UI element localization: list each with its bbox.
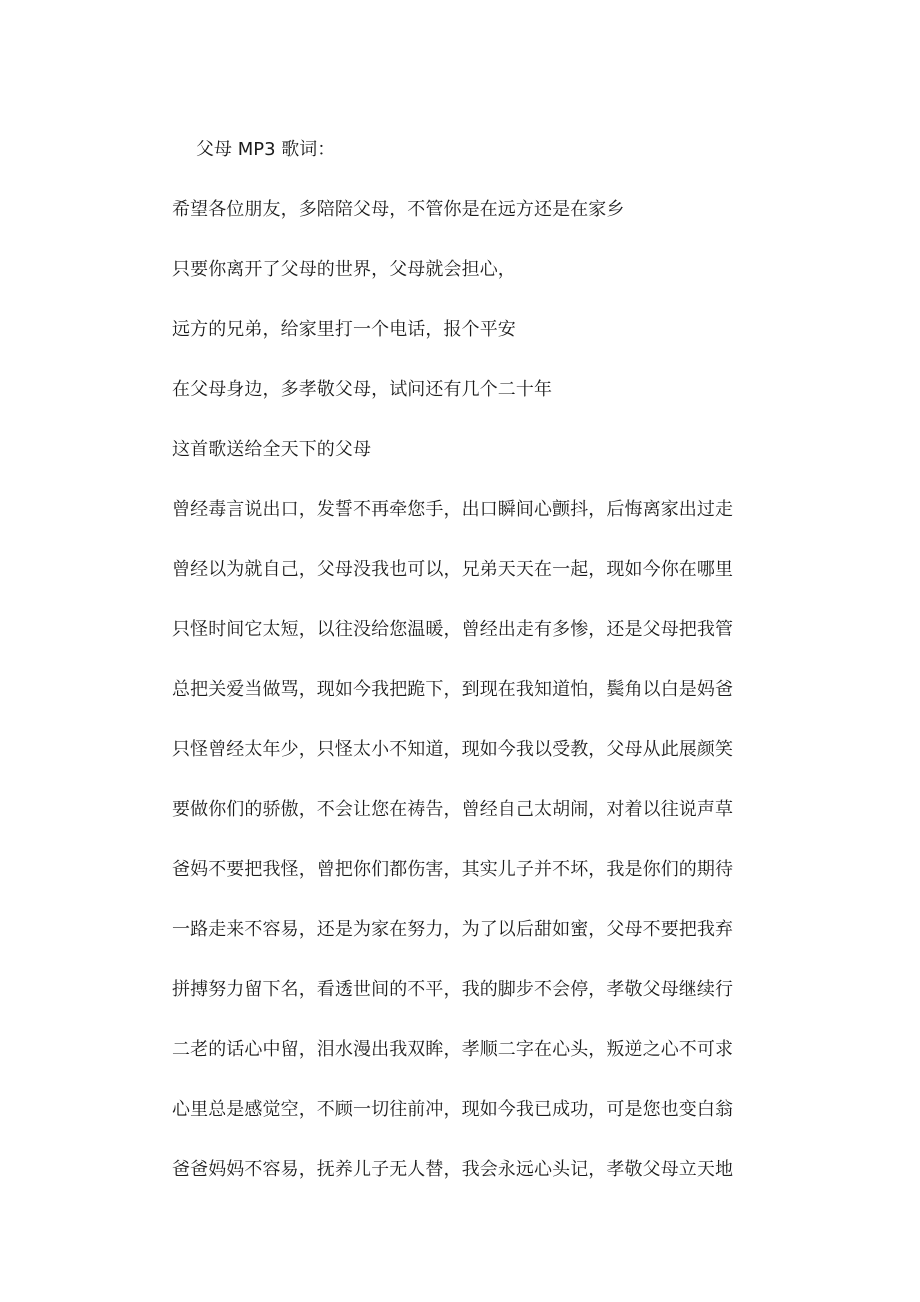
lyrics-title: 父母 MP3 歌词：: [196, 139, 336, 160]
lyric-line-3: 远方的兄弟，给家里打一个电话，报个平安: [172, 319, 516, 340]
lyric-line-11: 要做你们的骄傲，不会让您在祷告，曾经自己太胡闹，对着以往说声草: [172, 799, 734, 820]
lyric-line-4: 在父母身边，多孝敬父母，试问还有几个二十年: [172, 379, 553, 400]
lyric-line-14: 拼搏努力留下名，看透世间的不平，我的脚步不会停，孝敬父母继续行: [172, 979, 734, 1000]
lyric-line-8: 只怪时间它太短，以往没给您温暖，曾经出走有多惨，还是父母把我管: [172, 619, 734, 640]
lyric-line-17: 爸爸妈妈不容易，抚养儿子无人替，我会永远心头记，孝敬父母立天地: [172, 1159, 734, 1180]
lyric-line-15: 二老的话心中留，泪水漫出我双眸，孝顺二字在心头，叛逆之心不可求: [172, 1039, 734, 1060]
lyrics-document: [172, 136, 762, 1184]
lyric-line-5: 这首歌送给全天下的父母: [172, 439, 372, 460]
lyrics-lines: [172, 196, 762, 1184]
lyric-line-1: 希望各位朋友，多陪陪父母，不管你是在远方还是在家乡: [172, 199, 625, 220]
lyric-line-13: 一路走来不容易，还是为家在努力，为了以后甜如蜜，父母不要把我弃: [172, 919, 734, 940]
lyric-line-10: 只怪曾经太年少，只怪太小不知道，现如今我以受教，父母从此展颜笑: [172, 739, 734, 760]
lyric-line-12: 爸妈不要把我怪，曾把你们都伤害，其实儿子并不坏，我是你们的期待: [172, 859, 734, 880]
lyric-line-6: 曾经毒言说出口，发誓不再牵您手，出口瞬间心颤抖，后悔离家出过走: [172, 499, 734, 520]
lyric-line-16: 心里总是感觉空，不顾一切往前冲，现如今我已成功，可是您也变白翁: [172, 1099, 734, 1120]
lyric-line-7: 曾经以为就自己，父母没我也可以，兄弟天天在一起，现如今你在哪里: [172, 559, 734, 580]
lyric-line-9: 总把关爱当做骂，现如今我把跪下，到现在我知道怕，鬓角以白是妈爸: [172, 679, 734, 700]
lyric-line-2: 只要你离开了父母的世界，父母就会担心，: [172, 259, 516, 280]
